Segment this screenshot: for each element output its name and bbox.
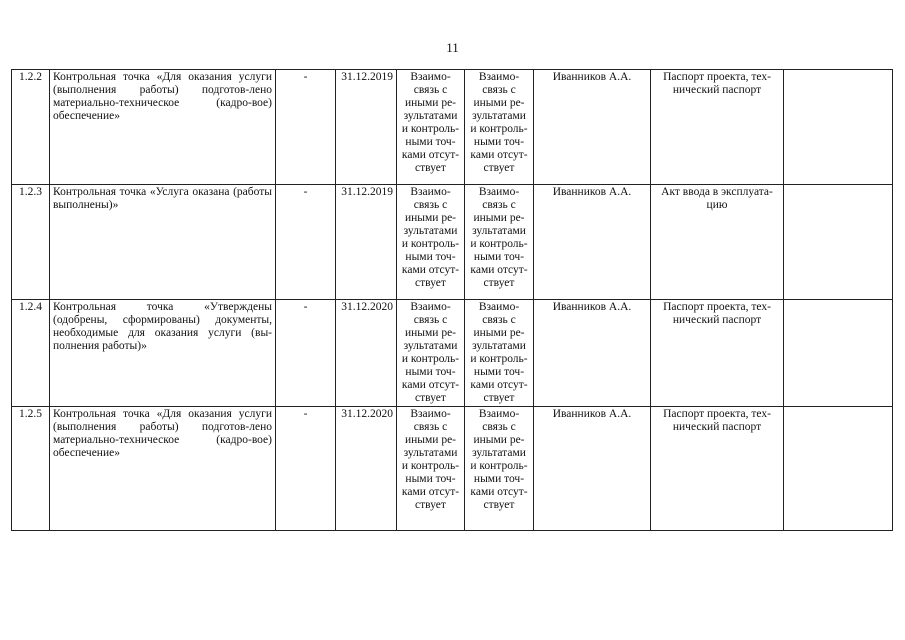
- relation-text-line: зультатами: [472, 447, 526, 459]
- responsible-cell: Иванников А.А.: [534, 185, 651, 300]
- relation-text-line: ными точ-: [473, 251, 525, 263]
- relation-text-line: связь с: [482, 84, 516, 96]
- successors-cell: [465, 185, 534, 300]
- relation-text-line: и контроль-: [470, 353, 528, 365]
- relation-text-line: ными точ-: [473, 366, 525, 378]
- relation-text-line: зультатами: [403, 225, 458, 237]
- control-point-name: Контрольная точка «Утверждены (одобрены, сформированы) документы, необходимые для оказания услуги (вы-полнения работы)»: [50, 300, 276, 407]
- relation-text-line: связь с: [413, 199, 448, 211]
- relation-text-line: иными ре-: [473, 212, 525, 224]
- successors-cell: [465, 407, 534, 531]
- table-row: [12, 300, 893, 407]
- relation-text-line: зультатами: [403, 110, 458, 122]
- relation-text-line: и контроль-: [401, 238, 460, 250]
- relation-text-line: Взаимо-: [410, 186, 451, 198]
- start-date-cell: -: [276, 185, 336, 300]
- relation-text-line: Взаимо-: [478, 71, 520, 83]
- relation-text-line: и контроль-: [470, 460, 528, 472]
- end-date-cell: 31.12.2020: [336, 300, 397, 407]
- relation-text-line: ками отсут-: [470, 149, 528, 161]
- relation-text-line: иными ре-: [404, 327, 457, 339]
- relation-text-line: ствует: [483, 162, 515, 174]
- relation-text-line: ными точ-: [405, 366, 456, 378]
- extra-cell: [784, 300, 893, 407]
- relation-text-line: и контроль-: [470, 238, 528, 250]
- relation-text-line: и контроль-: [401, 353, 460, 365]
- responsible-cell: Иванников А.А.: [534, 300, 651, 407]
- document-cell: Паспорт проекта, тех-нический паспорт: [651, 407, 784, 531]
- relation-text-line: Взаимо-: [410, 408, 451, 420]
- relation-text-line: ками отсут-: [470, 379, 528, 391]
- row-number: 1.2.3: [12, 185, 50, 300]
- relation-text-line: иными ре-: [473, 327, 525, 339]
- relation-text-line: зультатами: [472, 110, 526, 122]
- relation-text-line: и контроль-: [401, 460, 460, 472]
- relation-text-line: ствует: [415, 392, 446, 404]
- relation-text-line: ствует: [483, 277, 515, 289]
- end-date-cell: 31.12.2020: [336, 407, 397, 531]
- row-number: 1.2.5: [12, 407, 50, 531]
- extra-cell: [784, 70, 893, 185]
- relation-text-line: Взаимо-: [478, 186, 520, 198]
- relation-text-line: связь с: [482, 199, 516, 211]
- relation-text-line: связь с: [482, 421, 516, 433]
- row-number: 1.2.2: [12, 70, 50, 185]
- table-row: [12, 407, 893, 531]
- predecessors-cell: [397, 70, 465, 185]
- extra-cell: [784, 407, 893, 531]
- relation-text-line: Взаимо-: [478, 301, 520, 313]
- relation-text-line: и контроль-: [401, 123, 460, 135]
- relation-text-line: связь с: [482, 314, 516, 326]
- responsible-cell: Иванников А.А.: [534, 70, 651, 185]
- relation-text-line: ками отсут-: [401, 149, 460, 161]
- relation-text-line: ными точ-: [473, 136, 525, 148]
- relation-text-line: связь с: [413, 421, 448, 433]
- relation-text-line: зультатами: [472, 225, 526, 237]
- relation-text-line: Взаимо-: [410, 301, 451, 313]
- relation-text-line: иными ре-: [473, 97, 525, 109]
- document-cell: Паспорт проекта, тех-нический паспорт: [651, 70, 784, 185]
- control-point-name: Контрольная точка «Для оказания услуги (выполнения работы) подготов-лено материально-техническое (кадро-вое) обеспечение»: [50, 407, 276, 531]
- relation-text-line: связь с: [413, 314, 448, 326]
- successors-cell: [465, 70, 534, 185]
- relation-text-line: связь с: [413, 84, 448, 96]
- predecessors-cell: [397, 407, 465, 531]
- relation-text-line: иными ре-: [404, 97, 457, 109]
- start-date-cell: -: [276, 300, 336, 407]
- relation-text-line: ствует: [483, 499, 515, 511]
- relation-text-line: зультатами: [472, 340, 526, 352]
- responsible-cell: Иванников А.А.: [534, 407, 651, 531]
- relation-text-line: зультатами: [403, 447, 458, 459]
- table-row: [12, 185, 893, 300]
- relation-text-line: зультатами: [403, 340, 458, 352]
- control-point-name: Контрольная точка «Услуга оказана (работы выполнены)»: [50, 185, 276, 300]
- control-points-table: [11, 69, 893, 531]
- relation-text-line: ками отсут-: [470, 264, 528, 276]
- relation-text-line: ствует: [415, 162, 446, 174]
- row-number: 1.2.4: [12, 300, 50, 407]
- relation-text-line: ствует: [415, 499, 446, 511]
- predecessors-cell: [397, 185, 465, 300]
- control-point-name: Контрольная точка «Для оказания услуги (выполнения работы) подготов-лено материально-техническое (кадро-вое) обеспечение»: [50, 70, 276, 185]
- extra-cell: [784, 185, 893, 300]
- relation-text-line: ными точ-: [405, 136, 456, 148]
- relation-text-line: ками отсут-: [401, 379, 460, 391]
- relation-text-line: ками отсут-: [401, 264, 460, 276]
- relation-text-line: Взаимо-: [410, 71, 451, 83]
- start-date-cell: -: [276, 407, 336, 531]
- predecessors-cell: [397, 300, 465, 407]
- relation-text-line: Взаимо-: [478, 408, 520, 420]
- end-date-cell: 31.12.2019: [336, 185, 397, 300]
- relation-text-line: иными ре-: [404, 212, 457, 224]
- document-cell: Акт ввода в эксплуата-цию: [651, 185, 784, 300]
- end-date-cell: 31.12.2019: [336, 70, 397, 185]
- relation-text-line: иными ре-: [473, 434, 525, 446]
- relation-text-line: ками отсут-: [401, 486, 460, 498]
- relation-text-line: и контроль-: [470, 123, 528, 135]
- relation-text-line: ными точ-: [473, 473, 525, 485]
- relation-text-line: ствует: [483, 392, 515, 404]
- start-date-cell: -: [276, 70, 336, 185]
- relation-text-line: ными точ-: [405, 251, 456, 263]
- page-number: 11: [446, 40, 459, 55]
- relation-text-line: иными ре-: [404, 434, 457, 446]
- relation-text-line: ками отсут-: [470, 486, 528, 498]
- relation-text-line: ными точ-: [405, 473, 456, 485]
- relation-text-line: ствует: [415, 277, 446, 289]
- table-body: [12, 70, 893, 531]
- table-row: [12, 70, 893, 185]
- document-cell: Паспорт проекта, тех-нический паспорт: [651, 300, 784, 407]
- successors-cell: [465, 300, 534, 407]
